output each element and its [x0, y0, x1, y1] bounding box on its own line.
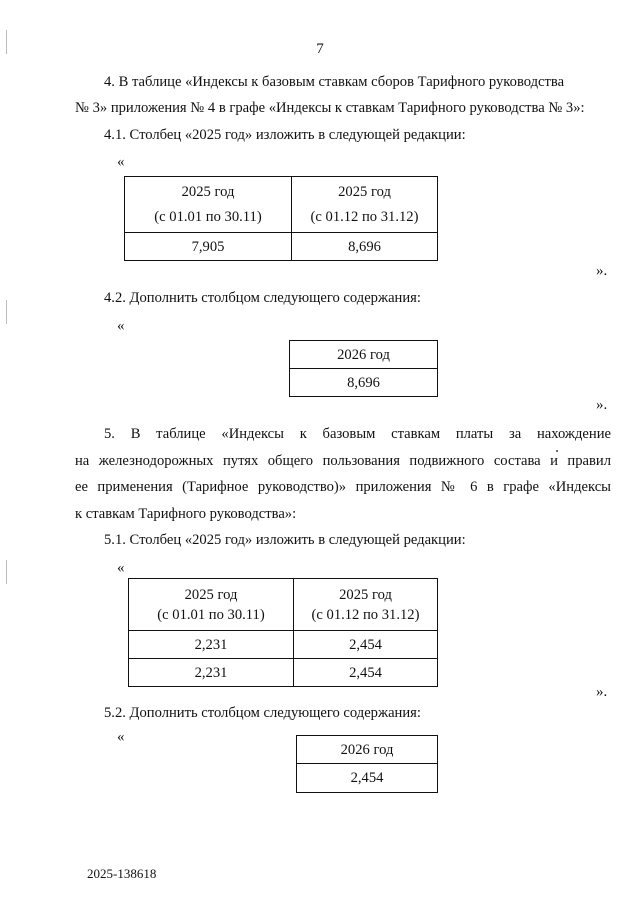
table-header-row: [125, 177, 438, 233]
header-cell-2025-dec: [292, 177, 438, 233]
header-year: 2025 год: [181, 184, 235, 200]
section5-table2: [296, 735, 438, 793]
section5-quote-open-1: «: [117, 560, 125, 576]
header-cell-2025-jan-nov: [129, 579, 294, 631]
header-period: (с 01.12 по 31.12): [310, 209, 419, 225]
header-year: 2025 год: [184, 586, 238, 603]
value-cell: 8,696: [292, 233, 438, 261]
section5-item1: 5.1. Столбец «2025 год» изложить в следующей редакции:: [104, 532, 466, 548]
table-row: [129, 659, 438, 687]
section5-table1: [128, 578, 438, 687]
section5-item2: 5.2. Дополнить столбцом следующего содержания:: [104, 705, 421, 721]
section4-para-line2: № 3» приложения № 4 в графе «Индексы к ставкам Тарифного руководства № 3»:: [75, 100, 585, 116]
table-header-row: [129, 579, 438, 631]
value-cell: 8,696: [290, 369, 438, 397]
header-cell-2025-dec: [294, 579, 438, 631]
table-row: [129, 631, 438, 659]
table-header-row: [290, 341, 438, 369]
scan-edge-mark: [6, 300, 7, 324]
section4-table1: [124, 176, 438, 261]
section5-para-line2: на железнодорожных путях общего пользования подвижного состава и правил: [75, 453, 611, 469]
header-period: (с 01.01 по 30.11): [157, 606, 265, 623]
header-period: (с 01.12 по 31.12): [311, 606, 420, 623]
section4-quote-close-2: ».: [596, 397, 608, 413]
value-cell: 2,454: [294, 659, 438, 687]
page-number: 7: [316, 41, 324, 57]
section5-para-line4: к ставкам Тарифного руководства»:: [75, 506, 297, 522]
document-code: 2025-138618: [87, 866, 157, 881]
section5-quote-close-1: ».: [596, 684, 608, 700]
scan-edge-mark: [6, 560, 7, 584]
section5-para-line1: 5. В таблице «Индексы к базовым ставкам платы за нахождение: [104, 426, 611, 442]
value-cell: 2,454: [297, 764, 438, 793]
section4-item2: 4.2. Дополнить столбцом следующего содержания:: [104, 290, 421, 306]
section4-quote-open-1: «: [117, 154, 125, 170]
table-row: [290, 369, 438, 397]
value-cell: 2,454: [294, 631, 438, 659]
header-period: (с 01.01 по 30.11): [154, 209, 262, 225]
section4-quote-close-1: ».: [596, 263, 608, 279]
section4-item1: 4.1. Столбец «2025 год» изложить в следующей редакции:: [104, 127, 466, 143]
section5-quote-open-2: «: [117, 729, 125, 745]
section5-para-line3: ее применения (Тарифное руководство)» приложения № 6 в графе «Индексы: [75, 479, 611, 495]
table-row: [297, 764, 438, 793]
section4-para-line1: 4. В таблице «Индексы к базовым ставкам сборов Тарифного руководства: [104, 74, 565, 90]
value-cell: 7,905: [125, 233, 292, 261]
section4-quote-open-2: «: [117, 318, 125, 334]
header-year: 2025 год: [339, 586, 392, 603]
header-cell-2026: 2026 год: [290, 341, 438, 369]
header-cell-2025-jan-nov: [125, 177, 292, 233]
value-cell: 2,231: [129, 631, 294, 659]
section4-table2: [289, 340, 438, 397]
header-cell-2026: 2026 год: [297, 736, 438, 764]
header-year: 2025 год: [338, 184, 391, 200]
table-header-row: [297, 736, 438, 764]
value-cell: 2,231: [129, 659, 294, 687]
table-row: [125, 233, 438, 261]
